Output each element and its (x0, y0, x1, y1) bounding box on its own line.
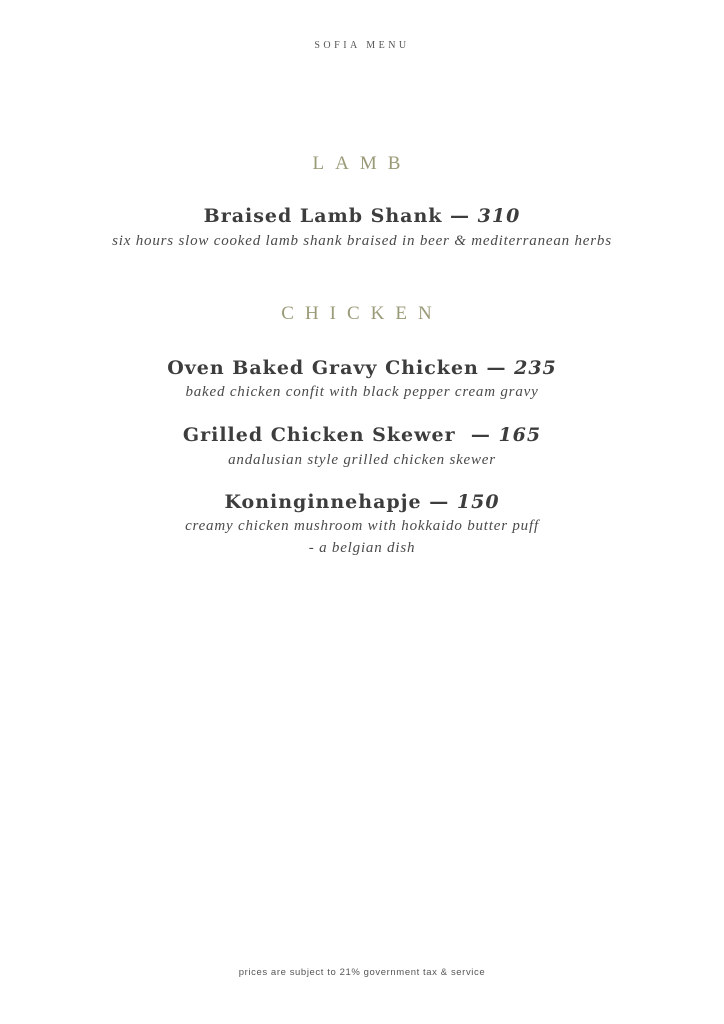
item-separator: — (478, 357, 515, 379)
item-description: six hours slow cooked lamb shank braised in beer & mediterranean herbs (112, 233, 612, 249)
item-description: creamy chicken mushroom with hokkaido butter puff (185, 518, 539, 534)
item-price: 235 (514, 357, 557, 379)
item-name-text: Grilled Chicken Skewer (182, 424, 456, 446)
item-price: 165 (498, 424, 542, 446)
footer-tax-note: prices are subject to 21% government tax & service (238, 967, 486, 978)
item-description: baked chicken confit with black pepper cream gravy (185, 384, 539, 400)
section-title-lamb: LAMB (312, 153, 412, 174)
item-name-text: Oven Baked Gravy Chicken (167, 357, 479, 379)
item-price: 310 (477, 205, 521, 227)
menu-item-name (0, 424, 724, 446)
menu-item-name (0, 357, 724, 379)
item-name-text: Koninginnehapje (224, 491, 422, 513)
item-separator: — (421, 491, 457, 513)
menu-item-name (0, 491, 724, 513)
item-description: andalusian style grilled chicken skewer (228, 452, 496, 468)
item-separator: — (442, 205, 478, 227)
section-title-chicken: CHICKEN (281, 303, 443, 324)
item-separator: — (455, 424, 499, 446)
menu-item-name (0, 205, 724, 227)
item-price: 150 (456, 491, 500, 513)
item-description-line2: - a belgian dish (308, 540, 416, 556)
menu-header-title: SOFIA MENU (314, 40, 410, 51)
item-name-text: Braised Lamb Shank (203, 205, 443, 227)
